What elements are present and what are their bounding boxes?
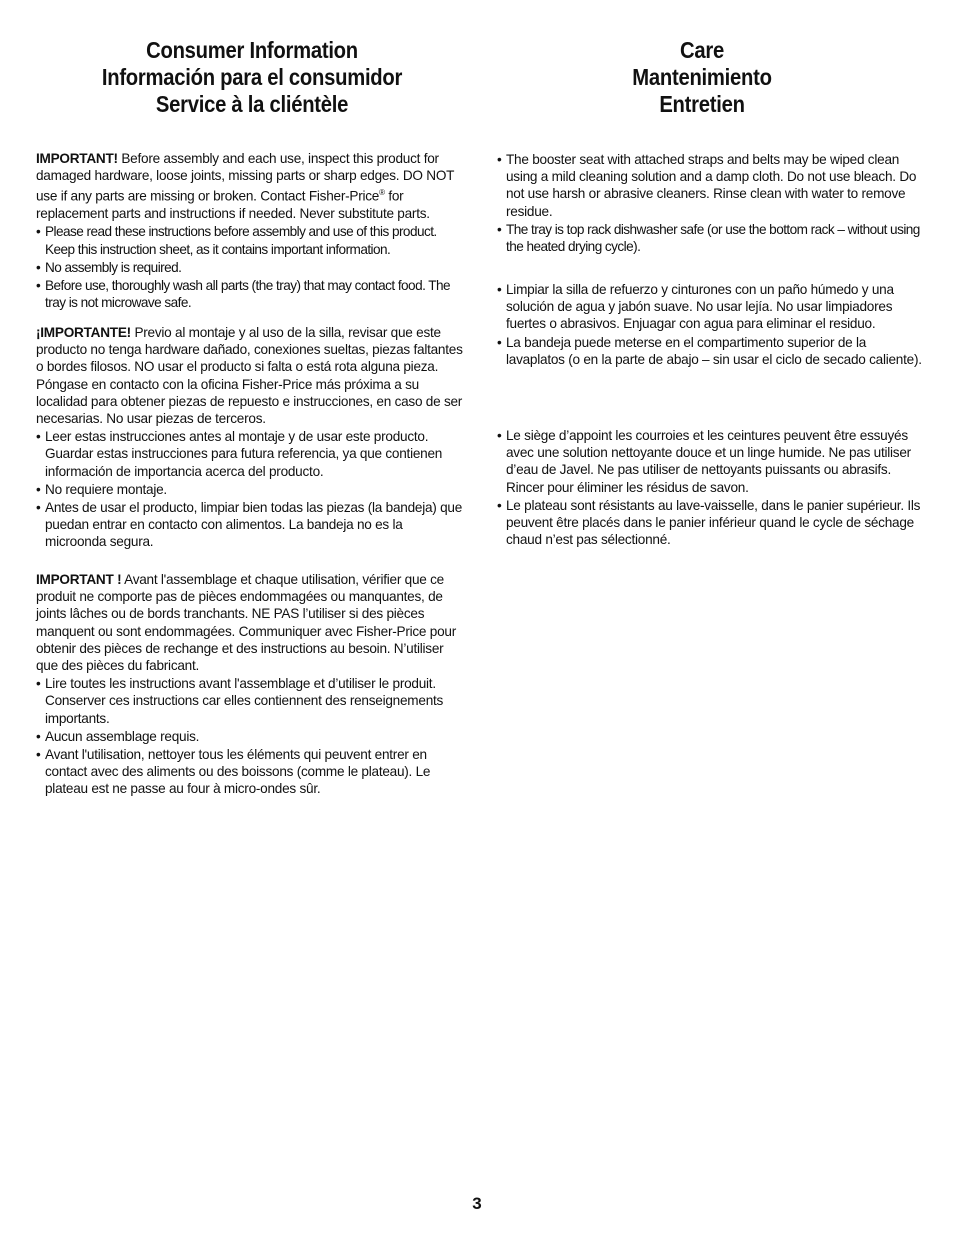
bullet-list <box>497 427 922 548</box>
important-text: Previo al montaje y al uso de la silla, revisar que este producto no tenga hardware dañado, conexiones sueltas, piezas faltantes o bordes filosos. NO usar el producto si falta o está rota alguna pieza. Póngase en contacto con la oficina Fisher-Price más próxima a su localidad para obtener piezas de repuesto e instrucciones, en caso de ser necesarias. No usar piezas de terceros. <box>36 325 463 427</box>
heading-line-fr: Service à la cliéntèle <box>155 91 349 117</box>
list-item: • The tray is top rack dishwasher safe (or use the bottom rack – without using the heated drying cycle). <box>497 221 922 255</box>
consumer-info-english <box>36 150 466 311</box>
list-item: • Lire toutes les instructions avant l'assemblage et d’utiliser le produit. Conserver ces instructions car elles contiennent des renseignements importants. <box>36 675 466 727</box>
care-spanish <box>497 280 922 368</box>
heading-line-en: Care <box>680 37 724 63</box>
list-item: • Le siège d’appoint les courroies et les ceintures peuvent être essuyés avec une solution nettoyante douce et un linge humide. Ne pas utiliser d’eau de Javel. Ne pas utiliser de nettoyants puissants ou abrasifs. Rincer pour éliminer les résidus de savon. <box>497 427 922 496</box>
bullet-list <box>497 151 922 255</box>
list-item: • Aucun assemblage requis. <box>36 728 466 745</box>
list-item: • No assembly is required. <box>36 259 466 276</box>
page-number: 3 <box>472 1194 482 1213</box>
registered-mark: ® <box>379 188 385 198</box>
bullet-list <box>36 675 466 797</box>
important-paragraph <box>36 150 466 222</box>
important-label: IMPORTANT ! <box>36 572 122 587</box>
care-english <box>497 150 922 255</box>
list-item: • Le plateau sont résistants au lave-vaisselle, dans le panier supérieur. Ils peuvent être placés dans le panier inférieur quand le cycle de séchage chaud n’est pas sélectionné. <box>497 497 922 549</box>
important-label: IMPORTANT! <box>36 151 118 166</box>
important-text-continued: for replacement parts and instructions if needed. Never substitute parts. <box>36 188 430 222</box>
care-heading <box>522 37 883 118</box>
list-item: • Please read these instructions before assembly and use of this product. Keep this instruction sheet, as it contains important information. <box>36 223 466 257</box>
heading-line-fr: Entretien <box>659 91 745 117</box>
important-paragraph <box>36 324 466 427</box>
list-item: • Avant l'utilisation, nettoyer tous les éléments qui peuvent entrer en contact avec des aliments ou des boissons (comme le plateau). Le plateau est ne passe au four à micro-ondes sûr. <box>36 746 466 798</box>
important-label: ¡IMPORTANTE! <box>36 325 131 340</box>
list-item: • No requiere montaje. <box>36 481 466 498</box>
consumer-info-spanish <box>36 324 466 551</box>
heading-line-en: Consumer Information <box>146 37 358 63</box>
list-item: • Antes de usar el producto, limpiar bien todas las piezas (la bandeja) que puedan entrar en contacto con alimentos. La bandeja no es la microonda segura. <box>36 499 466 551</box>
consumer-information-heading <box>62 37 442 118</box>
important-text: Before assembly and each use, inspect this product for damaged hardware, loose joints, missing parts or sharp edges. DO NOT use if any parts are missing or broken. Contact Fisher-Price <box>36 151 454 204</box>
list-item: • The booster seat with attached straps and belts may be wiped clean using a mild cleaning solution and a damp cloth. Do not use bleach. Do not use harsh or abrasive cleaners. Rinse clean with water to remove residue. <box>497 151 922 220</box>
list-item: • Leer estas instrucciones antes al montaje y de usar este producto. Guardar estas instrucciones para futura referencia, ya que contienen información de importancia acerca del producto. <box>36 428 466 480</box>
heading-line-es: Información para el consumidor <box>101 64 403 90</box>
heading-line-es: Mantenimiento <box>632 64 772 90</box>
important-paragraph <box>36 571 466 674</box>
consumer-info-french <box>36 571 466 798</box>
bullet-list <box>36 223 466 311</box>
list-item: • La bandeja puede meterse en el compartimento superior de la lavaplatos (o en la parte de abajo – sin usar el ciclo de secado caliente). <box>497 334 922 368</box>
list-item: • Limpiar la silla de refuerzo y cinturones con un paño húmedo y una solución de agua y jabón suave. No usar lejía. No usar limpiadores fuertes o abrasivos. Enjuagar con agua para eliminar el residuo. <box>497 281 922 333</box>
list-item: • Before use, thoroughly wash all parts (the tray) that may contact food. The tray is not microwave safe. <box>36 277 466 311</box>
care-french <box>497 426 922 548</box>
important-text: Avant l'assemblage et chaque utilisation, vérifier que ce produit ne comporte pas de pièces endommagées ou manquantes, de joints lâches ou de bords tranchants. NE PAS l’utiliser si des pièces manquent ou sont endommagées. Communiquer avec Fisher-Price pour obtenir des pièces de rechange et des instructions au besoin. N’utiliser que des pièces du fabricant. <box>36 572 456 674</box>
bullet-list <box>36 428 466 550</box>
bullet-list <box>497 281 922 368</box>
